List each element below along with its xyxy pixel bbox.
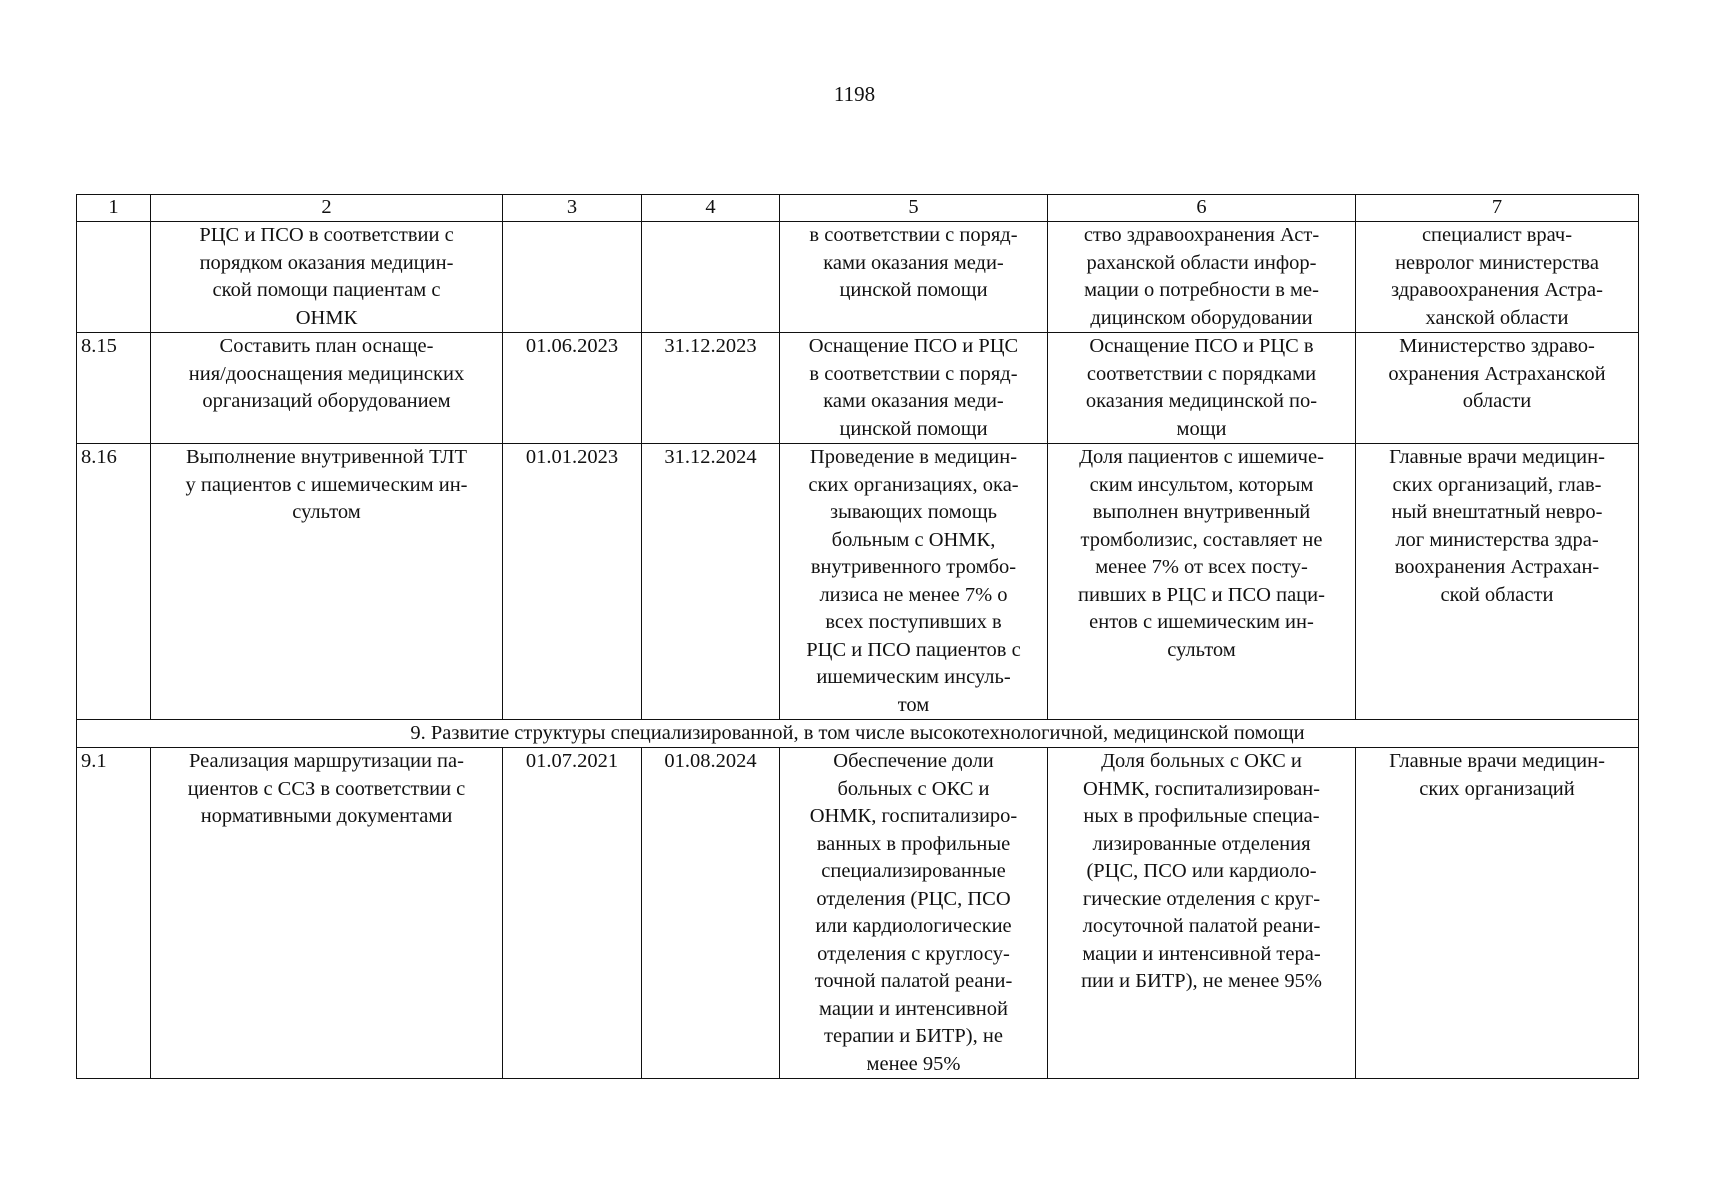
row-number: 8.16 [77, 444, 151, 720]
row-task: РЦС и ПСО в соответствии с порядком оказания медицин- ской помощи пациентам с ОНМК [151, 222, 503, 333]
row-start-date: 01.06.2023 [503, 333, 642, 444]
row-number: 8.15 [77, 333, 151, 444]
row-end-date: 31.12.2023 [642, 333, 780, 444]
row-result: в соответствии с поряд- ками оказания меди- цинской помощи [780, 222, 1048, 333]
table-header-row [77, 195, 1639, 222]
row-number: 9.1 [77, 748, 151, 1079]
row-start-date [503, 222, 642, 333]
table-row [77, 444, 1639, 720]
row-indicator: Доля больных с ОКС и ОНМК, госпитализирован- ных в профильные специа- лизированные отделения (РЦС, ПСО или кардиоло- гические отделения с круг- лосуточной палатой реани- мации и интенсивной тера- пии и БИТР), не менее 95% [1048, 748, 1356, 1079]
row-indicator: Оснащение ПСО и РЦС в соответствии с порядками оказания медицинской по- мощи [1048, 333, 1356, 444]
table-row [77, 748, 1639, 1079]
row-task: Выполнение внутривенной ТЛТ у пациентов с ишемическим ин- сультом [151, 444, 503, 720]
plan-table [76, 194, 1639, 1079]
row-end-date: 01.08.2024 [642, 748, 780, 1079]
header-cell: 6 [1048, 195, 1356, 222]
row-responsible: специалист врач- невролог министерства здравоохранения Астра- ханской области [1356, 222, 1639, 333]
row-responsible: Главные врачи медицин- ских организаций [1356, 748, 1639, 1079]
row-start-date: 01.07.2021 [503, 748, 642, 1079]
row-result: Оснащение ПСО и РЦС в соответствии с поряд- ками оказания меди- цинской помощи [780, 333, 1048, 444]
header-cell: 3 [503, 195, 642, 222]
row-result: Проведение в медицин- ских организациях, ока- зывающих помощь больным с ОНМК, внутривенного тромбо- лизиса не менее 7% о всех поступивших в РЦС и ПСО пациентов с ишемическим инсуль- том [780, 444, 1048, 720]
page-number: 1198 [833, 82, 876, 106]
header-cell: 7 [1356, 195, 1639, 222]
header-cell: 4 [642, 195, 780, 222]
row-responsible: Министерство здраво- охранения Астраханской области [1356, 333, 1639, 444]
row-indicator: Доля пациентов с ишемиче- ским инсультом, которым выполнен внутривенный тромболизис, составляет не менее 7% от всех посту- пивших в РЦС и ПСО паци- ентов с ишемическим ин- сультом [1048, 444, 1356, 720]
section-title: 9. Развитие структуры специализированной, в том числе высокотехнологичной, медицинской помощи [77, 720, 1639, 748]
row-responsible: Главные врачи медицин- ских организаций, глав- ный внештатный невро- лог министерства здра- воохранения Астрахан- ской области [1356, 444, 1639, 720]
row-end-date [642, 222, 780, 333]
row-task: Реализация маршрутизации па- циентов с ССЗ в соответствии с нормативными документами [151, 748, 503, 1079]
header-cell: 1 [77, 195, 151, 222]
row-indicator: ство здравоохранения Аст- раханской области инфор- мации о потребности в ме- дицинском оборудовании [1048, 222, 1356, 333]
row-task: Составить план оснаще- ния/дооснащения медицинских организаций оборудованием [151, 333, 503, 444]
row-end-date: 31.12.2024 [642, 444, 780, 720]
row-number [77, 222, 151, 333]
table-row [77, 333, 1639, 444]
table-row [77, 222, 1639, 333]
header-cell: 2 [151, 195, 503, 222]
row-result: Обеспечение доли больных с ОКС и ОНМК, госпитализиро- ванных в профильные специализированные отделения (РЦС, ПСО или кардиологические отделения с круглосу- точной палатой реани- мации и интенсивной терапии и БИТР), не менее 95% [780, 748, 1048, 1079]
section-row [77, 720, 1639, 748]
header-cell: 5 [780, 195, 1048, 222]
plan-table-container [76, 194, 1638, 1079]
row-start-date: 01.01.2023 [503, 444, 642, 720]
